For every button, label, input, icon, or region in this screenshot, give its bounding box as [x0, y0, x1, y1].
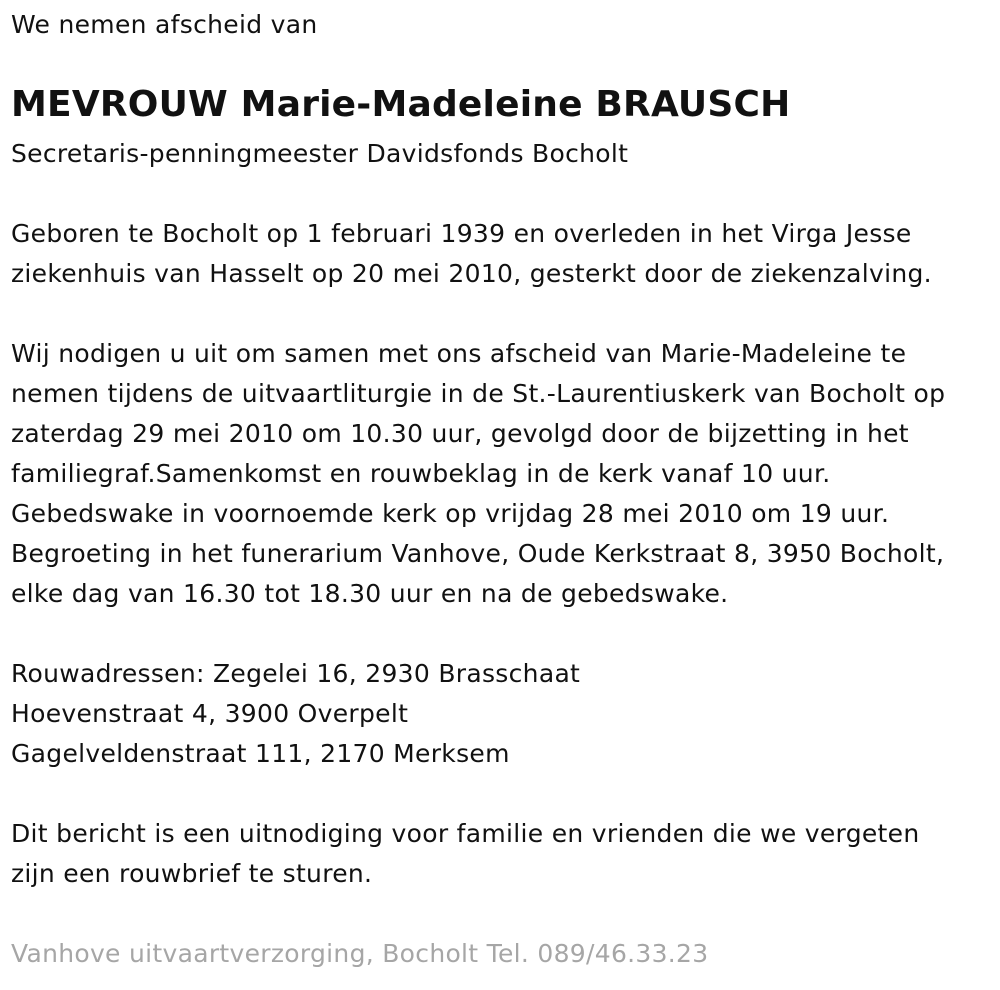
- paragraph-line: zijn een rouwbrief te sturen.: [11, 859, 373, 888]
- paragraph-line: Geboren te Bocholt op 1 februari 1939 en overleden in het Virga Jesse: [11, 219, 912, 248]
- notice-paragraph: [11, 814, 919, 894]
- paragraph-line: Dit bericht is een uitnodiging voor familie en vrienden die we vergeten: [11, 819, 920, 848]
- invitation-paragraph: [11, 334, 945, 614]
- deceased-name: MEVROUW Marie-Madeleine BRAUSCH: [11, 84, 791, 125]
- paragraph-line: Wij nodigen u uit om samen met ons afscheid van Marie-Madeleine te: [11, 339, 907, 368]
- paragraph-line: nemen tijdens de uitvaartliturgie in de St.-Laurentiuskerk van Bocholt op: [11, 379, 946, 408]
- paragraph-line: Gebedswake in voornoemde kerk op vrijdag 28 mei 2010 om 19 uur.: [11, 499, 890, 528]
- paragraph-line: familiegraf.Samenkomst en rouwbeklag in de kerk vanaf 10 uur.: [11, 459, 831, 488]
- intro-text: We nemen afscheid van: [11, 10, 318, 39]
- paragraph-line: ziekenhuis van Hasselt op 20 mei 2010, gesterkt door de ziekenzalving.: [11, 259, 932, 288]
- birth-death-paragraph: [11, 214, 932, 294]
- address-line: Rouwadressen: Zegelei 16, 2930 Brasschaat: [11, 659, 581, 688]
- funeral-home-footer: Vanhove uitvaartverzorging, Bocholt Tel. 089/46.33.23: [11, 939, 709, 968]
- address-line: Gagelveldenstraat 111, 2170 Merksem: [11, 739, 510, 768]
- deceased-role: Secretaris-penningmeester Davidsfonds Bocholt: [11, 139, 629, 168]
- paragraph-line: elke dag van 16.30 tot 18.30 uur en na de gebedswake.: [11, 579, 729, 608]
- paragraph-line: zaterdag 29 mei 2010 om 10.30 uur, gevolgd door de bijzetting in het: [11, 419, 909, 448]
- mourning-addresses: [11, 654, 580, 774]
- address-line: Hoevenstraat 4, 3900 Overpelt: [11, 699, 409, 728]
- paragraph-line: Begroeting in het funerarium Vanhove, Oude Kerkstraat 8, 3950 Bocholt,: [11, 539, 945, 568]
